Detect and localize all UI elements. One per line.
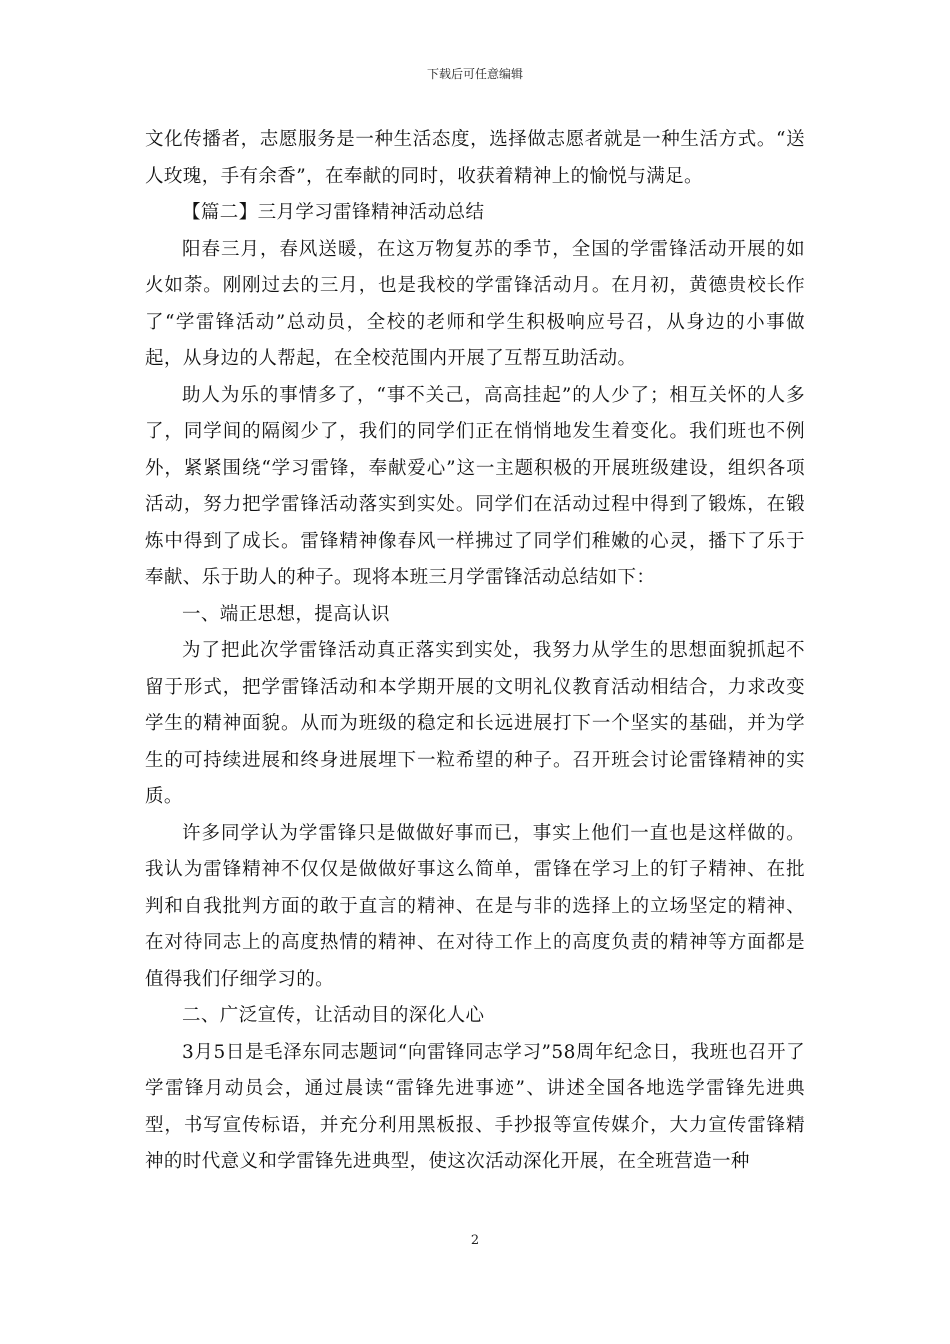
paragraph-3: 助人为乐的事情多了，“事不关己，高高挂起”的人少了；相互关怀的人多了，同学间的隔阂少了，我们的同学们正在悄悄地发生着变化。我们班也不例外，紧紧围绕“学习雷锋，奉献爱心”这一主题积极的开展班级建设，组织各项活动，努力把学雷锋活动落实到实处。同学们在活动过程中得到了锻炼，在锻炼中得到了成长。雷锋精神像春风一样拂过了同学们稚嫩的心灵，播下了乐于奉献、乐于助人的种子。现将本班三月学雷锋活动总结如下： (145, 384, 805, 588)
paragraph-2: 阳春三月，春风送暖，在这万物复苏的季节，全国的学雷锋活动开展的如火如荼。刚刚过去的三月，也是我校的学雷锋活动月。在月初，黄德贵校长作了“学雷锋活动”总动员，全校的老师和学生积极响应号召，从身边的小事做起，从身边的人帮起，在全校范围内开展了互帮互助活动。 (145, 238, 805, 369)
page-number: 2 (470, 1233, 480, 1248)
heading-two: 二、广泛宣传，让活动目的深化人心 (182, 1005, 485, 1026)
heading-one: 一、端正思想，提高认识 (182, 603, 390, 625)
document-body (145, 122, 805, 1181)
paragraph-6: 3月5日是毛泽东同志题词“向雷锋同志学习”58周年纪念日，我班也召开了学雷锋月动员会，通过晨读“雷锋先进事迹”、讲述全国各地选学雷锋先进典型，书写宣传标语，并充分利用黑板报、手抄报等宣传媒介，大力宣传雷锋精神的时代意义和学雷锋先进典型，使这次活动深化开展，在全班营造一种 (145, 1041, 805, 1172)
paragraph-5: 许多同学认为学雷锋只是做做好事而已，事实上他们一直也是这样做的。我认为雷锋精神不仅仅是做做好事这么简单，雷锋在学习上的钉子精神、在批判和自我批判方面的敢于直言的精神、在是与非的选择上的立场坚定的精神、在对待同志上的高度热情的精神、在对待工作上的高度负责的精神等方面都是值得我们仔细学习的。 (145, 822, 805, 990)
section-title-part-two: 【篇二】三月学习雷锋精神活动总结 (182, 202, 485, 223)
page-header: 下载后可任意编辑 (426, 67, 523, 81)
paragraph-4: 为了把此次学雷锋活动真正落实到实处，我努力从学生的思想面貌抓起不留于形式，把学雷锋活动和本学期开展的文明礼仪教育活动相结合，力求改变学生的精神面貌。从而为班级的稳定和长远进展打下一个坚实的基础，并为学生的可持续进展和终身进展埋下一粒希望的种子。召开班会讨论雷锋精神的实质。 (145, 640, 805, 807)
paragraph-1: 文化传播者，志愿服务是一种生活态度，选择做志愿者就是一种生活方式。“送人玫瑰，手有余香”，在奉献的同时，收获着精神上的愉悦与满足。 (145, 129, 805, 187)
